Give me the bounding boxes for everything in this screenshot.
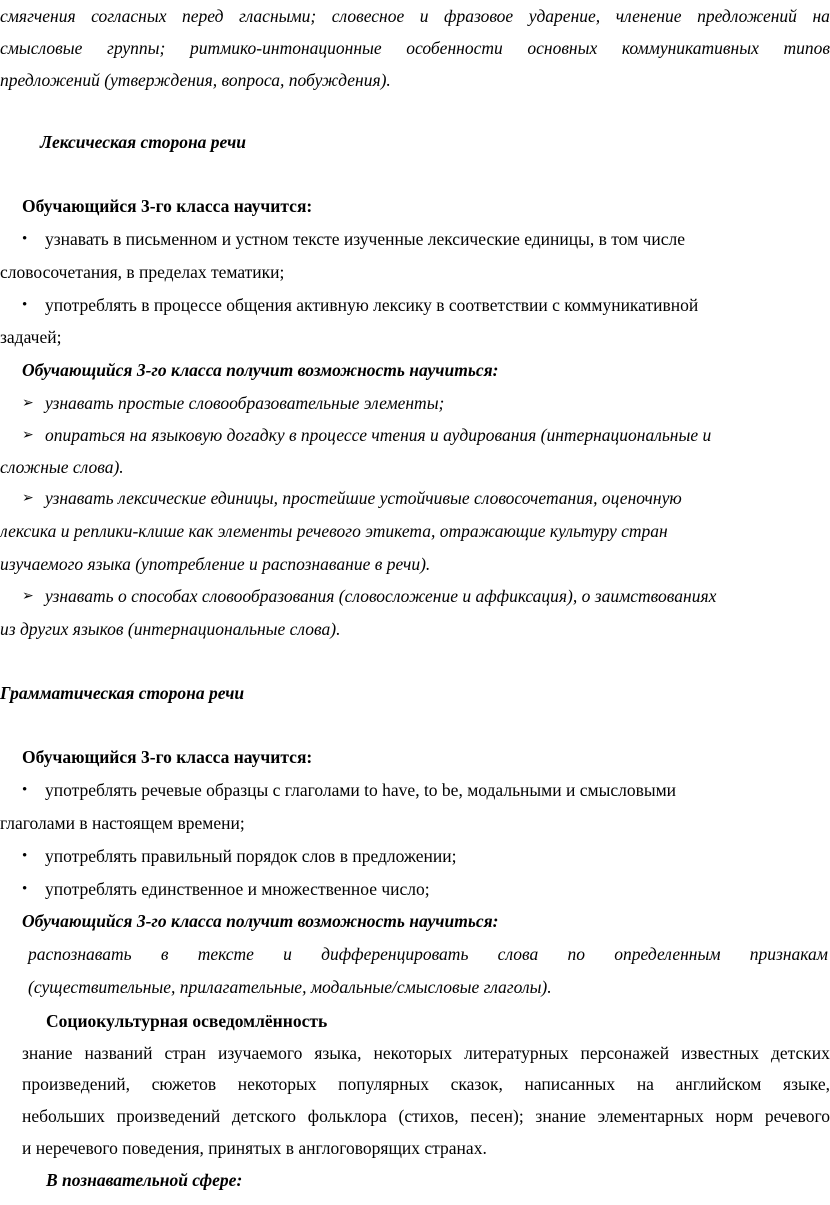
word: смысловые xyxy=(0,38,83,58)
word: определенным xyxy=(614,944,721,964)
bullet-icon: • xyxy=(22,881,28,897)
word: названий xyxy=(84,1043,153,1063)
list-item: опираться на языковую догадку в процессе чтения и аудирования (интернациональные и xyxy=(45,425,712,445)
arrow-bullet-icon: ➢ xyxy=(22,428,34,443)
sociocultural-line-4: и неречевого поведения, принятых в англоговорящих странах. xyxy=(22,1138,487,1158)
opportunity-heading: Обучающийся 3-го класса получит возможность научиться: xyxy=(22,911,499,931)
word: смягчения xyxy=(0,6,76,26)
word: некоторых xyxy=(237,1074,317,1094)
sociocultural-line-2 xyxy=(22,1076,830,1094)
list-item: употреблять речевые образцы с глаголами to have, to be, модальными и смысловыми xyxy=(45,780,677,800)
section-heading-lexical: Лексическая сторона речи xyxy=(40,132,246,152)
word: на xyxy=(636,1074,654,1094)
word: английском xyxy=(675,1074,762,1094)
word: особенности xyxy=(406,38,503,58)
list-item-continuation: изучаемого языка (употребление и распознавание в речи). xyxy=(0,554,431,574)
word: литературных xyxy=(464,1043,569,1063)
list-item: употреблять в процессе общения активную лексику в соответствии с коммуникативной xyxy=(45,295,699,315)
word: песен); xyxy=(470,1106,524,1126)
word: основных xyxy=(527,38,598,58)
list-item-continuation: задачей; xyxy=(0,327,62,347)
list-item: узнавать лексические единицы, простейшие устойчивые словосочетания, оценочную xyxy=(45,488,682,508)
word: дифференцировать xyxy=(321,944,469,964)
word: произведений xyxy=(116,1106,221,1126)
learns-heading: Обучающийся 3-го класса научится: xyxy=(22,747,313,767)
list-item: употреблять единственное и множественное число; xyxy=(45,879,430,899)
list-item-continuation: из других языков (интернациональные слова). xyxy=(0,619,341,639)
word: и xyxy=(419,6,429,26)
arrow-bullet-icon: ➢ xyxy=(22,491,34,506)
word: известных xyxy=(681,1043,759,1063)
intro-line-2 xyxy=(0,40,830,58)
word: речевого xyxy=(764,1106,830,1126)
word: согласных xyxy=(91,6,167,26)
list-item-continuation: глаголами в настоящем времени; xyxy=(0,813,245,833)
word: небольших xyxy=(22,1106,105,1126)
word: знание xyxy=(22,1043,73,1063)
word: языке, xyxy=(783,1074,830,1094)
word: распознавать xyxy=(28,944,132,964)
word: и xyxy=(283,944,292,964)
list-item-continuation: словосочетания, в пределах тематики; xyxy=(0,262,285,282)
word: стран xyxy=(164,1043,207,1063)
opportunity-line-2: (существительные, прилагательные, модальные/смысловые глаголы). xyxy=(28,977,552,997)
word: произведений, xyxy=(22,1074,130,1094)
word: (стихов, xyxy=(398,1106,459,1126)
list-item: узнавать о способах словообразования (словосложение и аффиксация), о заимствованиях xyxy=(45,586,717,606)
section-heading-grammar: Грамматическая сторона речи xyxy=(0,683,245,703)
learns-heading: Обучающийся 3-го класса научится: xyxy=(22,196,313,216)
cognitive-heading: В познавательной сфере: xyxy=(46,1170,243,1190)
bullet-icon: • xyxy=(22,848,28,864)
word: членение xyxy=(615,6,682,26)
word: тексте xyxy=(197,944,254,964)
list-item: узнавать простые словообразовательные элементы; xyxy=(45,393,445,413)
word: в xyxy=(160,944,169,964)
word: коммуникативных xyxy=(621,38,759,58)
bullet-icon: • xyxy=(22,297,28,313)
word: гласными; xyxy=(238,6,317,26)
word: перед xyxy=(182,6,224,26)
list-item: употреблять правильный порядок слов в предложении; xyxy=(45,846,457,866)
word: группы; xyxy=(107,38,166,58)
intro-line-1 xyxy=(0,8,830,26)
word: знание xyxy=(535,1106,586,1126)
word: слова xyxy=(497,944,539,964)
word: признакам xyxy=(749,944,828,964)
word: языка, xyxy=(314,1043,362,1063)
arrow-bullet-icon: ➢ xyxy=(22,589,34,604)
section-heading-sociocultural: Социокультурная осведомлённость xyxy=(46,1011,328,1031)
word: ударение, xyxy=(528,6,601,26)
word: детских xyxy=(771,1043,830,1063)
word: изучаемого xyxy=(218,1043,303,1063)
word: на xyxy=(812,6,830,26)
word: предложений xyxy=(697,6,797,26)
word: написанных xyxy=(524,1074,616,1094)
sociocultural-line-3 xyxy=(22,1108,830,1126)
word: ритмико-интонационные xyxy=(189,38,382,58)
word: детского xyxy=(231,1106,297,1126)
word: элементарных xyxy=(597,1106,704,1126)
opportunity-heading: Обучающийся 3-го класса получит возможность научиться: xyxy=(22,360,499,380)
word: по xyxy=(567,944,586,964)
word: фразовое xyxy=(444,6,514,26)
sociocultural-line-1 xyxy=(22,1045,830,1063)
word: популярных xyxy=(338,1074,429,1094)
word: типов xyxy=(783,38,830,58)
bullet-icon: • xyxy=(22,231,28,247)
arrow-bullet-icon: ➢ xyxy=(22,396,34,411)
list-item-continuation: сложные слова). xyxy=(0,457,124,477)
intro-line-3: предложений (утверждения, вопроса, побуждения). xyxy=(0,70,391,90)
list-item-continuation: лексика и реплики-клише как элементы речевого этикета, отражающие культуру стран xyxy=(0,521,668,541)
word: словесное xyxy=(331,6,405,26)
word: персонажей xyxy=(580,1043,670,1063)
word: норм xyxy=(715,1106,754,1126)
opportunity-line-1 xyxy=(28,946,828,964)
list-item: узнавать в письменном и устном тексте изученные лексические единицы, в том числе xyxy=(45,229,685,249)
word: фольклора xyxy=(307,1106,387,1126)
bullet-icon: • xyxy=(22,782,28,798)
word: сказок, xyxy=(450,1074,503,1094)
word: сюжетов xyxy=(151,1074,217,1094)
word: некоторых xyxy=(373,1043,453,1063)
